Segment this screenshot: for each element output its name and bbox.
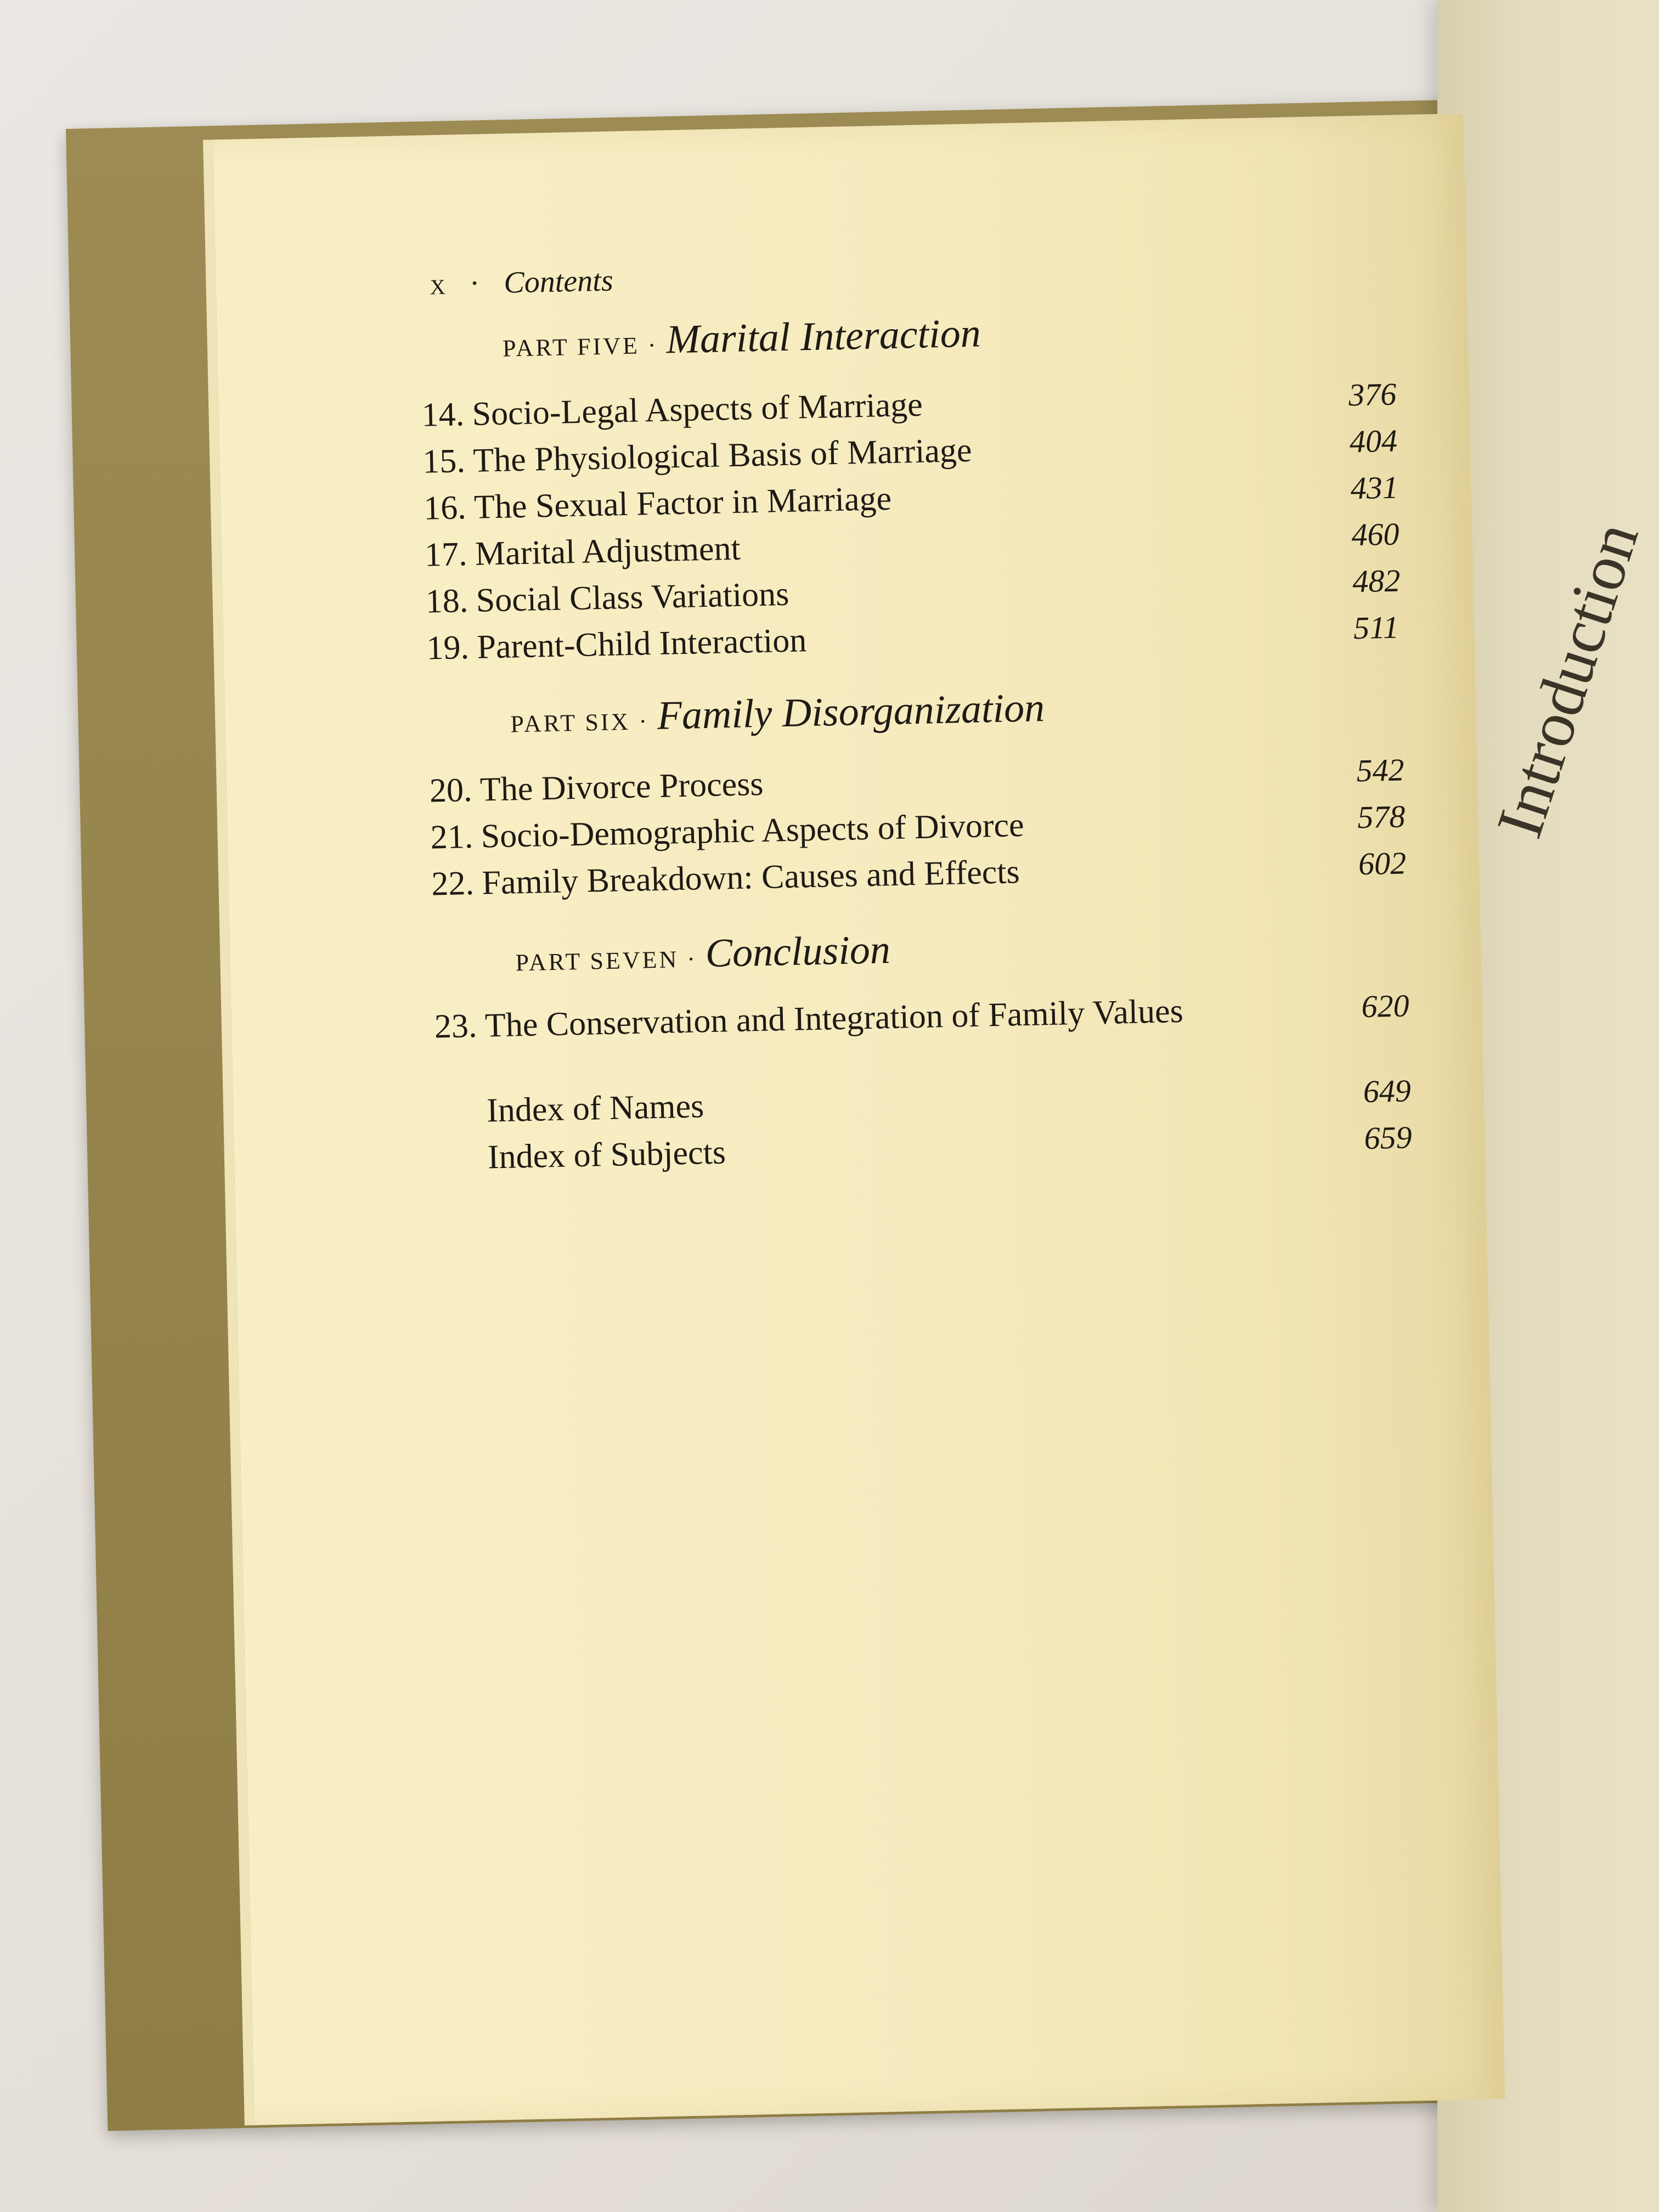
toc-entry: 21. Socio-Demographic Aspects of Divorce [430,806,1025,856]
folio: x [429,267,446,302]
toc-entry: 14. Socio-Legal Aspects of Marriage [421,386,923,434]
toc-page-number: 460 [1351,516,1400,553]
running-head [430,263,613,302]
part-heading: PART FIVE · Marital Interaction [502,311,981,363]
toc-entry: 23. The Conservation and Integration of Family Values [434,992,1184,1046]
toc-page-number: 376 [1348,376,1397,413]
part-heading: PART SIX · Family Disorganization [510,685,1045,738]
toc-page-number: 542 [1356,752,1405,789]
toc-entry: 17. Marital Adjustment [424,529,741,574]
part-heading: PART SEVEN · Conclusion [515,927,891,977]
toc-page-number: 431 [1350,469,1399,506]
toc-page-number: 578 [1357,798,1406,836]
toc-entry: 18. Social Class Variations [425,575,789,620]
toc-entry: 15. The Physiological Basis of Marriage [422,431,973,481]
toc-entry: 20. The Divorce Process [429,765,764,810]
toc-page-number: 482 [1352,562,1401,600]
toc-page-number: 511 [1353,609,1400,646]
toc-page-number: 404 [1349,422,1398,460]
index-entry: Index of Subjects [487,1133,726,1176]
index-page-number: 659 [1363,1119,1413,1156]
toc-entry: 22. Family Breakdown: Causes and Effects [431,853,1020,903]
facing-page-title: Introduction [1482,514,1652,846]
toc-page-number: 620 [1361,988,1410,1025]
contents-page [203,114,1505,2125]
index-page-number: 649 [1363,1073,1412,1110]
toc-entry: 19. Parent-Child Interaction [426,622,807,667]
toc-entry: 16. The Sexual Factor in Marriage [423,479,892,527]
contents-text [213,114,1505,2125]
running-head-title: Contents [503,263,614,300]
separator: · [469,266,481,301]
toc-page-number: 602 [1358,845,1407,882]
index-entry: Index of Names [486,1087,704,1130]
